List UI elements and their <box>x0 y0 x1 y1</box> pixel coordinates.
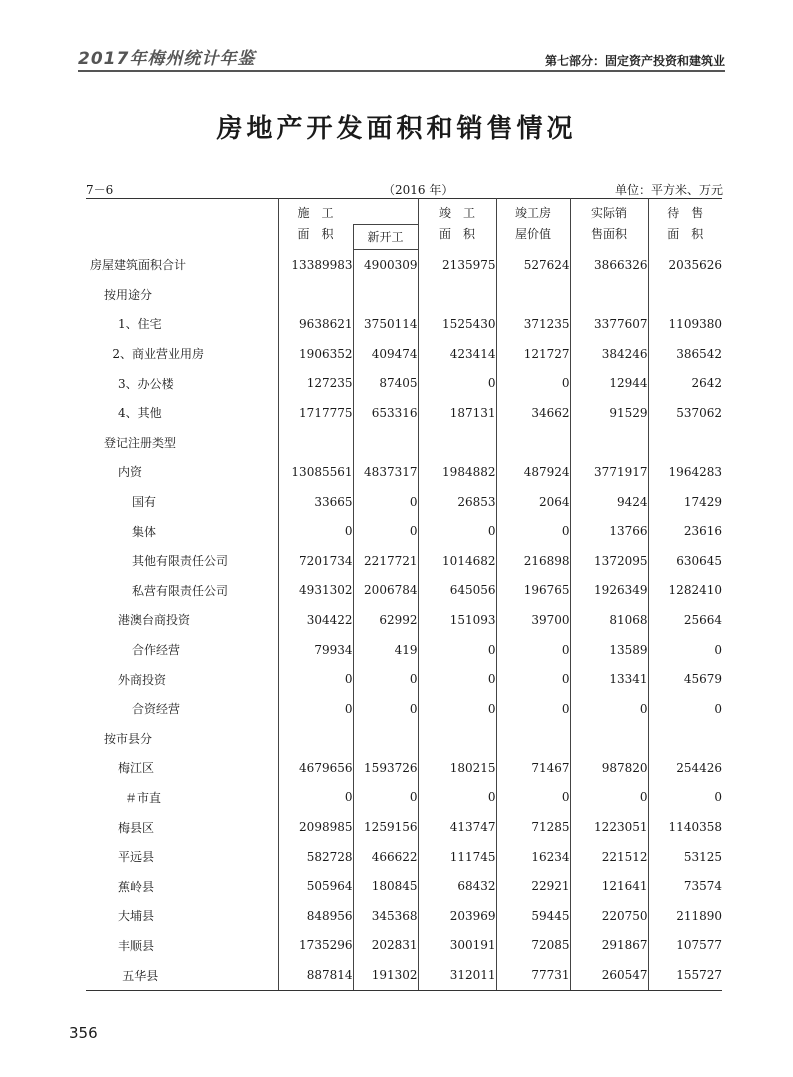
row-label: 3、办公楼 <box>118 376 174 391</box>
cell-value: 653316 <box>353 398 418 428</box>
cell-value <box>496 280 570 310</box>
cell-value: 4837317 <box>353 457 418 487</box>
header-text: 面 积 <box>297 227 334 242</box>
row-label: 国有 <box>132 495 157 510</box>
table-row <box>86 931 722 961</box>
cell-value: 304422 <box>278 605 353 635</box>
cell-value: 0 <box>418 694 496 724</box>
cell-value: 211890 <box>648 901 722 931</box>
cell-value: 3750114 <box>353 309 418 339</box>
header-completed-area <box>418 199 496 250</box>
cell-value: 13085561 <box>278 457 353 487</box>
cell-value: 22921 <box>496 871 570 901</box>
cell-value: 0 <box>353 783 418 813</box>
cell-value: 4931302 <box>278 576 353 606</box>
cell-value <box>648 724 722 754</box>
cell-value: 155727 <box>648 960 722 990</box>
cell-value: 127235 <box>278 368 353 398</box>
table-year: （2016 年） <box>383 183 454 197</box>
cell-value: 1717775 <box>278 398 353 428</box>
header-construction-area <box>278 199 353 250</box>
table-row <box>86 250 722 280</box>
cell-value: 191302 <box>353 960 418 990</box>
header-text: 待 售 <box>667 206 704 221</box>
cell-value: 0 <box>353 664 418 694</box>
row-label: 丰顺县 <box>118 938 155 953</box>
cell-value: 16234 <box>496 842 570 872</box>
cell-value: 91529 <box>570 398 648 428</box>
header-text: 屋价值 <box>514 227 551 242</box>
cell-value: 71467 <box>496 753 570 783</box>
cell-value: 3377607 <box>570 309 648 339</box>
cell-value: 62992 <box>353 605 418 635</box>
cell-value: 582728 <box>278 842 353 872</box>
header-blank <box>353 199 418 225</box>
cell-value <box>570 280 648 310</box>
cell-value: 312011 <box>418 960 496 990</box>
row-label: 登记注册类型 <box>104 435 177 450</box>
table-code: 7－6 <box>86 183 114 197</box>
table-row <box>86 901 722 931</box>
table-row <box>86 783 722 813</box>
header-sales-area <box>570 199 648 250</box>
header-text: 实际销 <box>590 206 627 221</box>
cell-value: 0 <box>496 516 570 546</box>
cell-value: 2217721 <box>353 546 418 576</box>
cell-value: 384246 <box>570 339 648 369</box>
cell-value: 1964283 <box>648 457 722 487</box>
cell-value: 1906352 <box>278 339 353 369</box>
row-label: 房屋建筑面积合计 <box>90 258 187 273</box>
cell-value: 1984882 <box>418 457 496 487</box>
table-row <box>86 487 722 517</box>
row-label: 外商投资 <box>118 672 167 687</box>
cell-value: 537062 <box>648 398 722 428</box>
table-row <box>86 280 722 310</box>
cell-value: 1372095 <box>570 546 648 576</box>
cell-value <box>278 428 353 458</box>
cell-value: 121727 <box>496 339 570 369</box>
row-label: 其他有限责任公司 <box>132 554 229 569</box>
cell-value <box>570 724 648 754</box>
cell-value: 13341 <box>570 664 648 694</box>
cell-value: 187131 <box>418 398 496 428</box>
cell-value: 419 <box>353 635 418 665</box>
cell-value: 413747 <box>418 812 496 842</box>
cell-value: 371235 <box>496 309 570 339</box>
header-text: 售面积 <box>590 227 627 242</box>
cell-value: 527624 <box>496 250 570 280</box>
cell-value: 17429 <box>648 487 722 517</box>
cell-value: 0 <box>496 635 570 665</box>
cell-value: 345368 <box>353 901 418 931</box>
table-row <box>86 605 722 635</box>
cell-value: 0 <box>278 783 353 813</box>
cell-value: 121641 <box>570 871 648 901</box>
table-row <box>86 546 722 576</box>
cell-value: 300191 <box>418 931 496 961</box>
cell-value <box>496 428 570 458</box>
row-label: ＃市直 <box>125 790 162 805</box>
cell-value: 2006784 <box>353 576 418 606</box>
cell-value: 260547 <box>570 960 648 990</box>
cell-value <box>353 724 418 754</box>
cell-value: 7201734 <box>278 546 353 576</box>
cell-value: 180845 <box>353 871 418 901</box>
table-row <box>86 368 722 398</box>
cell-value: 466622 <box>353 842 418 872</box>
row-label: 合作经营 <box>132 643 181 658</box>
cell-value: 0 <box>570 783 648 813</box>
cell-value: 1014682 <box>418 546 496 576</box>
cell-value: 291867 <box>570 931 648 961</box>
cell-value: 2098985 <box>278 812 353 842</box>
header-completed-value <box>496 199 570 250</box>
row-label: 港澳台商投资 <box>118 613 191 628</box>
header-new-start: 新开工 <box>353 225 418 250</box>
row-label: 按市县分 <box>104 731 153 746</box>
cell-value: 0 <box>418 635 496 665</box>
cell-value: 33665 <box>278 487 353 517</box>
cell-value: 0 <box>648 635 722 665</box>
cell-value: 73574 <box>648 871 722 901</box>
cell-value: 887814 <box>278 960 353 990</box>
cell-value: 77731 <box>496 960 570 990</box>
cell-value: 1282410 <box>648 576 722 606</box>
cell-value: 39700 <box>496 605 570 635</box>
cell-value <box>570 428 648 458</box>
cell-value <box>418 724 496 754</box>
cell-value <box>353 428 418 458</box>
cell-value: 386542 <box>648 339 722 369</box>
table-row <box>86 960 722 990</box>
cell-value: 1223051 <box>570 812 648 842</box>
cell-value: 2064 <box>496 487 570 517</box>
row-label: 梅县区 <box>118 820 155 835</box>
cell-value: 34662 <box>496 398 570 428</box>
header-rule <box>78 70 725 72</box>
cell-value: 72085 <box>496 931 570 961</box>
cell-value: 487924 <box>496 457 570 487</box>
cell-value: 220750 <box>570 901 648 931</box>
cell-value: 1109380 <box>648 309 722 339</box>
cell-value: 68432 <box>418 871 496 901</box>
table-row <box>86 871 722 901</box>
cell-value: 0 <box>496 368 570 398</box>
cell-value: 0 <box>496 664 570 694</box>
cell-value: 0 <box>496 694 570 724</box>
cell-value: 1259156 <box>353 812 418 842</box>
cell-value: 0 <box>418 783 496 813</box>
cell-value: 0 <box>570 694 648 724</box>
cell-value: 13766 <box>570 516 648 546</box>
table-row <box>86 398 722 428</box>
cell-value: 12944 <box>570 368 648 398</box>
header-text: 面 积 <box>438 227 475 242</box>
row-label: 4、其他 <box>118 406 162 421</box>
header-text: 竣工房 <box>514 206 551 221</box>
cell-value: 107577 <box>648 931 722 961</box>
cell-value: 45679 <box>648 664 722 694</box>
cell-value: 9638621 <box>278 309 353 339</box>
cell-value: 645056 <box>418 576 496 606</box>
cell-value: 71285 <box>496 812 570 842</box>
cell-value: 203969 <box>418 901 496 931</box>
cell-value: 0 <box>418 516 496 546</box>
header-text: 竣 工 <box>438 206 475 221</box>
cell-value: 0 <box>496 783 570 813</box>
statistics-table <box>86 198 722 991</box>
cell-value: 216898 <box>496 546 570 576</box>
cell-value: 0 <box>353 694 418 724</box>
cell-value: 0 <box>648 783 722 813</box>
cell-value <box>278 724 353 754</box>
cell-value <box>418 428 496 458</box>
cell-value: 3771917 <box>570 457 648 487</box>
cell-value <box>648 280 722 310</box>
cell-value: 1926349 <box>570 576 648 606</box>
row-label: 集体 <box>132 524 157 539</box>
cell-value: 202831 <box>353 931 418 961</box>
row-label: 合资经营 <box>132 702 181 717</box>
cell-value: 0 <box>278 664 353 694</box>
section-title: 第七部分：固定资产投资和建筑业 <box>544 54 725 68</box>
header-pending-area <box>648 199 722 250</box>
cell-value: 254426 <box>648 753 722 783</box>
table-row <box>86 576 722 606</box>
table-row <box>86 309 722 339</box>
table-row <box>86 753 722 783</box>
cell-value: 0 <box>278 694 353 724</box>
cell-value: 2035626 <box>648 250 722 280</box>
row-label: 2、商业营业用房 <box>112 347 205 362</box>
cell-value: 59445 <box>496 901 570 931</box>
row-label: 五华县 <box>86 960 278 990</box>
cell-value: 13389983 <box>278 250 353 280</box>
table-row <box>86 635 722 665</box>
cell-value: 151093 <box>418 605 496 635</box>
cell-value: 4900309 <box>353 250 418 280</box>
cell-value: 0 <box>278 516 353 546</box>
cell-value: 630645 <box>648 546 722 576</box>
cell-value: 505964 <box>278 871 353 901</box>
table-row <box>86 428 722 458</box>
cell-value: 25664 <box>648 605 722 635</box>
cell-value: 0 <box>648 694 722 724</box>
cell-value: 180215 <box>418 753 496 783</box>
header-item <box>86 199 278 250</box>
table-row <box>86 457 722 487</box>
row-label: 平远县 <box>118 850 155 865</box>
cell-value <box>648 428 722 458</box>
table-row <box>86 842 722 872</box>
cell-value: 1735296 <box>278 931 353 961</box>
cell-value: 409474 <box>353 339 418 369</box>
cell-value: 111745 <box>418 842 496 872</box>
cell-value: 423414 <box>418 339 496 369</box>
cell-value <box>496 724 570 754</box>
cell-value: 0 <box>418 368 496 398</box>
cell-value: 0 <box>353 487 418 517</box>
cell-value: 2642 <box>648 368 722 398</box>
cell-value <box>353 280 418 310</box>
table-row <box>86 812 722 842</box>
table-unit: 单位：平方米、万元 <box>614 183 723 197</box>
cell-value: 848956 <box>278 901 353 931</box>
cell-value: 3866326 <box>570 250 648 280</box>
cell-value: 1525430 <box>418 309 496 339</box>
row-label: 按用途分 <box>104 287 153 302</box>
cell-value: 1593726 <box>353 753 418 783</box>
table-row <box>86 724 722 754</box>
header-text: 施 工 <box>297 206 334 221</box>
cell-value: 0 <box>418 664 496 694</box>
cell-value: 13589 <box>570 635 648 665</box>
cell-value: 221512 <box>570 842 648 872</box>
cell-value: 23616 <box>648 516 722 546</box>
table-row <box>86 516 722 546</box>
table-row <box>86 664 722 694</box>
cell-value: 87405 <box>353 368 418 398</box>
table-row <box>86 339 722 369</box>
row-label: 梅江区 <box>118 761 155 776</box>
cell-value: 0 <box>353 516 418 546</box>
yearbook-title: 2017年梅州统计年鉴 <box>78 49 256 69</box>
cell-value: 9424 <box>570 487 648 517</box>
table-row <box>86 694 722 724</box>
cell-value: 987820 <box>570 753 648 783</box>
row-label: 内资 <box>118 465 143 480</box>
cell-value <box>278 280 353 310</box>
cell-value: 1140358 <box>648 812 722 842</box>
row-label: 大埔县 <box>118 909 155 924</box>
page-number: 356 <box>69 1024 98 1042</box>
cell-value: 196765 <box>496 576 570 606</box>
cell-value: 81068 <box>570 605 648 635</box>
row-label: 私营有限责任公司 <box>132 583 229 598</box>
cell-value: 4679656 <box>278 753 353 783</box>
cell-value: 26853 <box>418 487 496 517</box>
cell-value: 53125 <box>648 842 722 872</box>
cell-value: 79934 <box>278 635 353 665</box>
page-title: 房地产开发面积和销售情况 <box>216 114 577 144</box>
row-label: 1、住宅 <box>118 317 162 332</box>
header-text: 面 积 <box>667 227 704 242</box>
cell-value <box>418 280 496 310</box>
cell-value: 2135975 <box>418 250 496 280</box>
row-label: 蕉岭县 <box>118 879 155 894</box>
